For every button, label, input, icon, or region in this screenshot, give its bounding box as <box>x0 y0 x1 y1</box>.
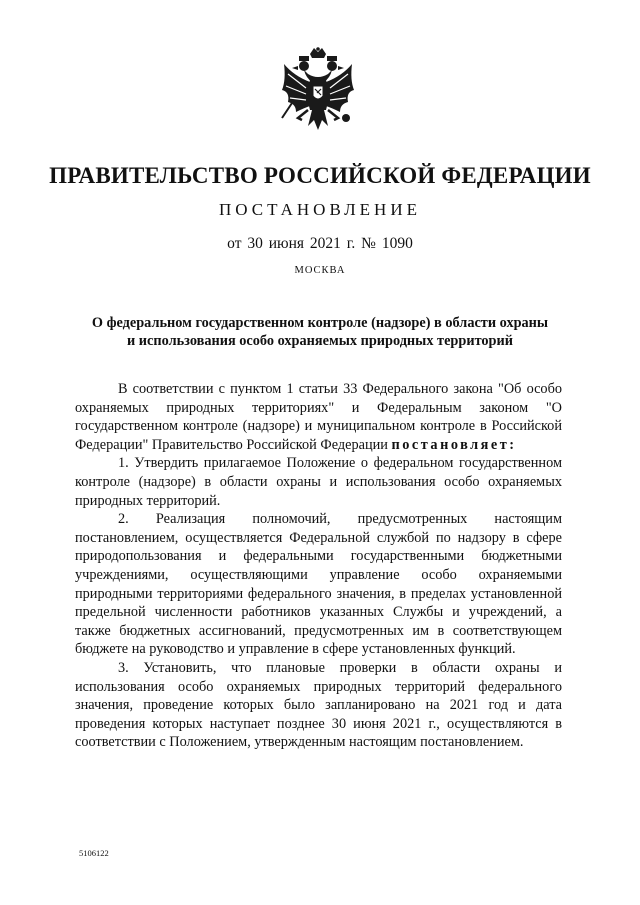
footer-document-code: 5106122 <box>79 848 109 858</box>
decree-keyword: постановляет: <box>391 436 517 453</box>
preamble-text: В соответствии с пунктом 1 статьи 33 Федерального закона "Об особо охраняемых природных территориях" и Федеральным законом "О государственном контроле (надзоре) и муниципальном контроле в Российской Федерации" Правительство Российской Федерации <box>75 381 562 453</box>
document-city: МОСКВА <box>294 265 346 276</box>
heading-line-1: О федеральном государственном контроле (надзоре) в области охраны <box>91 315 549 331</box>
document-type: ПОСТАНОВЛЕНИЕ <box>218 200 421 219</box>
clause-2: 2. Реализация полномочий, предусмотренных настоящим постановлением, осуществляется Федеральной службой по надзору в сфере природопользования и федеральными государственными бюджетными учреждениями, осуществляющими управление особо охраняемыми природными территориями федерального значения, в пределах установленной предельной численности работников указанных Службы и учреждений, а также бюджетных ассигнований, предусмотренных им в соответствующем бюджете на руководство и управление в сфере установленных функций. <box>75 511 562 658</box>
document-body <box>75 380 562 752</box>
document-date-number: от 30 июня 2021 г. № 1090 <box>227 235 413 252</box>
document-heading <box>60 314 580 350</box>
clause-1: 1. Утвердить прилагаемое Положение о федеральном государственном контроле (надзоре) в области охраны и использования особо охраняемых природных территорий. <box>75 455 562 509</box>
clause-3: 3. Установить, что плановые проверки в области охраны и использования особо охраняемых природных территорий федерального значения, проведение которых было запланировано на 2021 год и дата проведения которых наступает позднее 30 июня 2021 г., осуществляются в соответствии с Положением, утвержденным настоящим постановлением. <box>75 659 562 751</box>
document-title: ПРАВИТЕЛЬСТВО РОССИЙСКОЙ ФЕДЕРАЦИИ <box>49 163 591 188</box>
russian-coat-of-arms-icon <box>274 46 362 142</box>
heading-line-2: и использования особо охраняемых природных территорий <box>127 333 513 349</box>
preamble-paragraph <box>75 380 562 454</box>
